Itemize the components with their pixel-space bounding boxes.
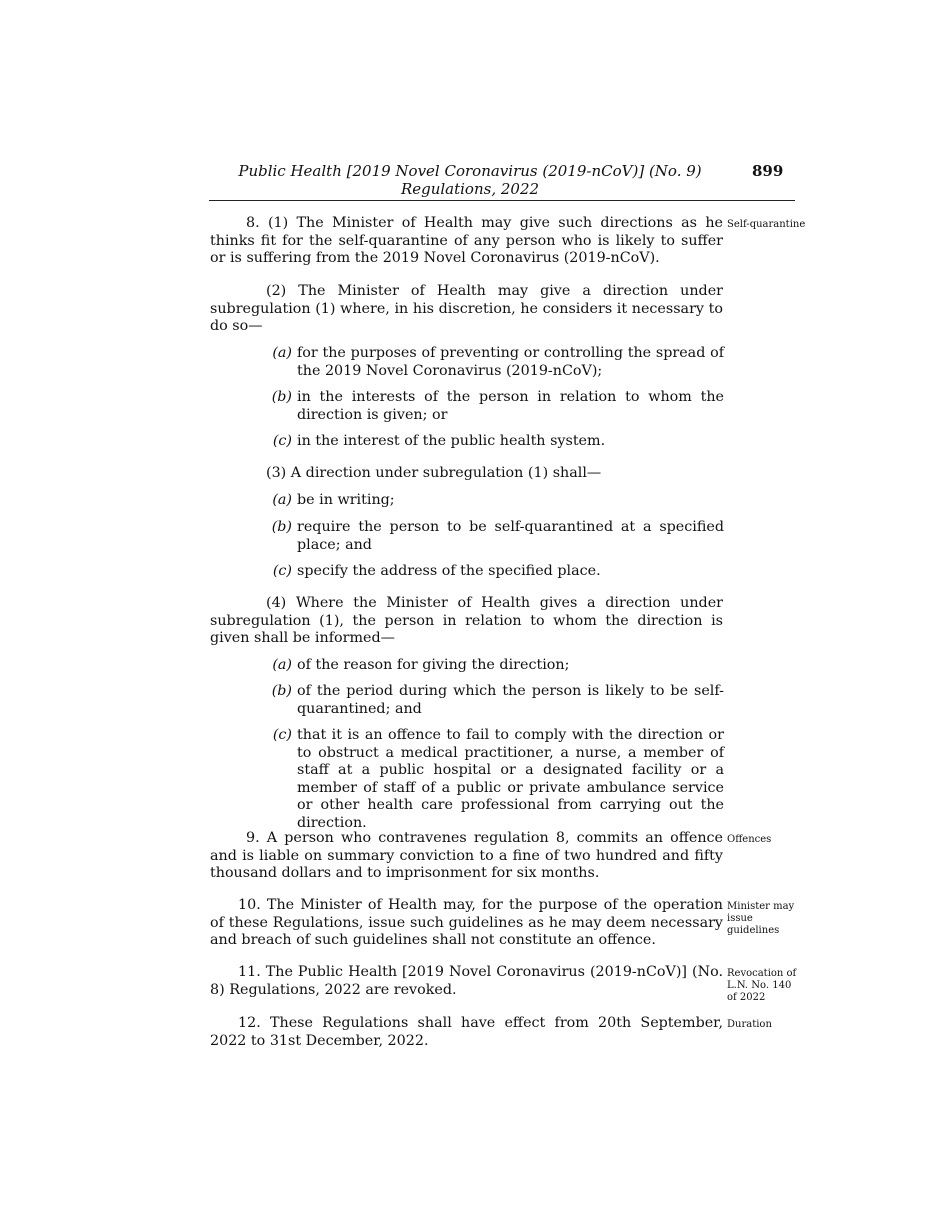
regulation-8-subregulation-2: (2) The Minister of Health may give a direction under subregulation (1) where, in his discretion, he considers it necessary to do so— bbox=[210, 283, 723, 334]
regulation-12-paragraph: 12. These Regulations shall have effect from 20th September, 2022 to 31st December, 2022. bbox=[210, 1015, 723, 1049]
list-item-label: (b) bbox=[271, 389, 292, 405]
list-item-text: of the reason for giving the direction; bbox=[297, 657, 570, 673]
page-number: 899 bbox=[752, 162, 784, 180]
margin-note-self-quarantine: Self-quarantine bbox=[727, 219, 806, 230]
list-item-label: (a) bbox=[272, 657, 292, 673]
regulation-8-subregulation-4: (4) Where the Minister of Health gives a direction under subregulation (1), the person in relation to whom the direction is given shall be informed— bbox=[210, 595, 723, 646]
margin-note-revocation: Revocation of L.N. No. 140 of 2022 bbox=[727, 968, 797, 1003]
list-item bbox=[268, 492, 724, 510]
list-item-label: (c) bbox=[272, 563, 292, 579]
list-item-text: for the purposes of preventing or controlling the spread of the 2019 Novel Coronavirus (2019-nCoV); bbox=[297, 345, 724, 379]
list-item bbox=[268, 519, 724, 554]
list-item bbox=[268, 389, 724, 424]
list-item bbox=[268, 563, 724, 581]
list-item-label: (c) bbox=[272, 433, 292, 449]
list-item-label: (a) bbox=[272, 492, 292, 508]
margin-note-offences: Offences bbox=[727, 834, 772, 845]
list-item-label: (b) bbox=[271, 519, 292, 535]
list-item-text: in the interest of the public health system. bbox=[297, 433, 606, 449]
list-item bbox=[268, 345, 724, 380]
margin-note-guidelines: Minister may issue guidelines bbox=[727, 901, 795, 936]
regulation-11-paragraph: 11. The Public Health [2019 Novel Coronavirus (2019-nCoV)] (No. 8) Regulations, 2022 are revoked. bbox=[210, 964, 723, 998]
list-item-text: in the interests of the person in relation to whom the direction is given; or bbox=[297, 389, 724, 423]
list-item-text: require the person to be self-quarantined at a specified place; and bbox=[297, 519, 724, 553]
list-item-label: (b) bbox=[271, 683, 292, 699]
list-item-label: (a) bbox=[272, 345, 292, 361]
regulation-8-subregulation-3: (3) A direction under subregulation (1) shall— bbox=[266, 465, 602, 481]
list-item-text: specify the address of the specified place. bbox=[297, 563, 601, 579]
list-item bbox=[268, 657, 724, 675]
margin-note-duration: Duration bbox=[727, 1019, 772, 1030]
list-item bbox=[268, 727, 724, 832]
list-item-label: (c) bbox=[272, 727, 292, 743]
regulation-8-paragraph-1: 8. (1) The Minister of Health may give such directions as he thinks fit for the self-quarantine of any person who is likely to suffer or is suffering from the 2019 Novel Coronavirus (2019-nCoV). bbox=[210, 215, 723, 266]
header-divider bbox=[209, 200, 795, 201]
regulation-9-paragraph: 9. A person who contravenes regulation 8, commits an offence and is liable on summary conviction to a fine of two hundred and fifty thousand dollars and to imprisonment for six months. bbox=[210, 830, 723, 881]
list-item-text: be in writing; bbox=[297, 492, 395, 508]
list-item bbox=[268, 683, 724, 718]
page-header-title: Public Health [2019 Novel Coronavirus (2019-nCoV)] (No. 9) Regulations, 2022 bbox=[238, 162, 702, 198]
regulation-10-paragraph: 10. The Minister of Health may, for the purpose of the operation of these Regulations, issue such guidelines as he may deem necessary and breach of such guidelines shall not constitute an offence. bbox=[210, 897, 723, 948]
list-item bbox=[268, 433, 724, 451]
list-item-text: of the period during which the person is likely to be self-quarantined; and bbox=[297, 683, 724, 717]
list-item-text: that it is an offence to fail to comply with the direction or to obstruct a medical practitioner, a nurse, a member of staff at a public hospital or a designated facility or a member of staff of a public or private ambulance service or other health care professional from carrying out the direction. bbox=[297, 727, 724, 831]
